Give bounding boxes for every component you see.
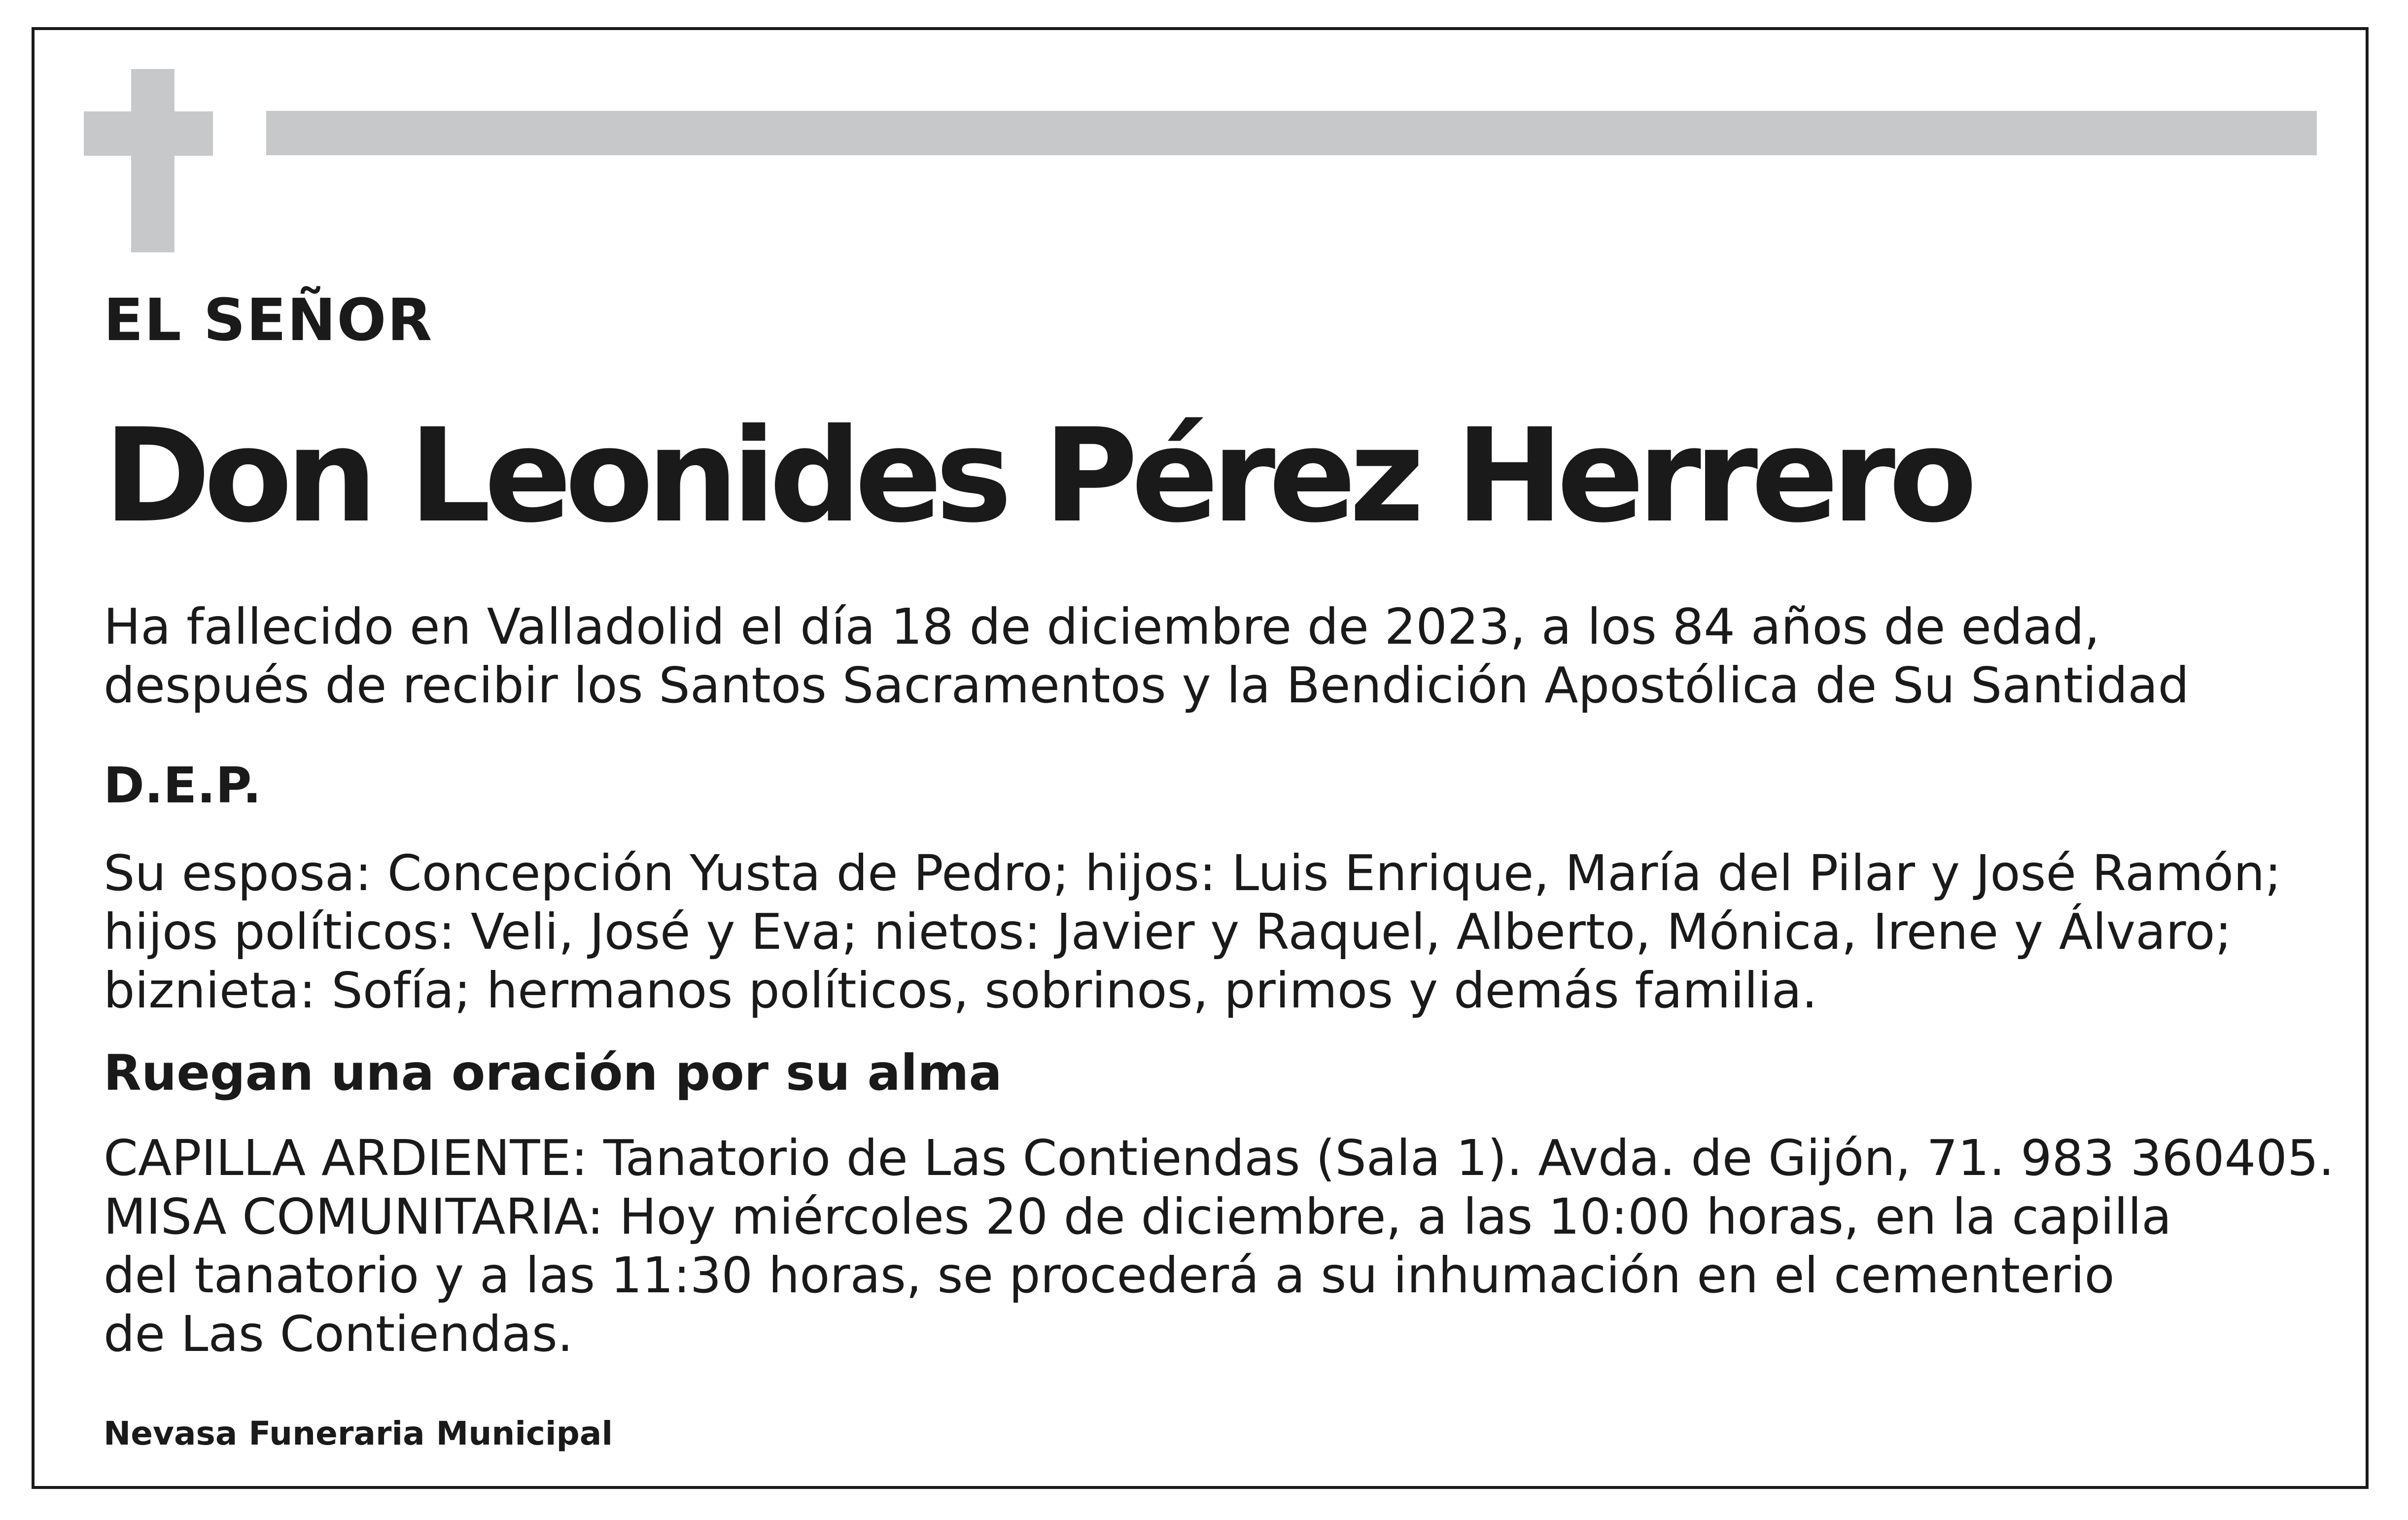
family-list — [104, 844, 2281, 1020]
header-rule — [266, 111, 2317, 155]
family-line: Su esposa: Concepción Yusta de Pedro; hijos: Luis Enrique, María del Pilar y José Ramón; — [104, 844, 2282, 902]
death-announcement — [104, 597, 2189, 715]
cross-vertical-bar — [131, 69, 174, 252]
service-details — [104, 1129, 2334, 1363]
deceased-name: Don Leonides Pérez Herrero — [104, 401, 1971, 551]
rip-abbreviation: D.E.P. — [104, 757, 262, 814]
announcement-line: Ha fallecido en Valladolid el día 18 de diciembre de 2023, a los 84 años de edad, — [104, 598, 2100, 656]
service-line: del tanatorio y a las 11:30 horas, se procederá a su inhumación en el cementerio — [104, 1246, 2115, 1304]
family-line: hijos políticos: Veli, José y Eva; nietos: Javier y Raquel, Alberto, Mónica, Irene y Álvaro; — [104, 903, 2232, 961]
prayer-request: Ruegan una oración por su alma — [104, 1044, 1002, 1102]
service-line: CAPILLA ARDIENTE: Tanatorio de Las Contiendas (Sala 1). Avda. de Gijón, 71. 983 360405. — [104, 1129, 2335, 1187]
cross-horizontal-bar — [84, 111, 213, 156]
announcement-line: después de recibir los Santos Sacramentos y la Bendición Apostólica de Su Santidad — [104, 656, 2190, 714]
funeral-home: Nevasa Funeraria Municipal — [104, 1415, 613, 1452]
family-line: biznieta: Sofía; hermanos políticos, sobrinos, primos y demás familia. — [104, 962, 1817, 1019]
honorific: EL SEÑOR — [104, 286, 433, 354]
service-line: de Las Contiendas. — [104, 1305, 573, 1363]
service-line: MISA COMUNITARIA: Hoy miércoles 20 de diciembre, a las 10:00 horas, en la capilla — [104, 1188, 2172, 1245]
